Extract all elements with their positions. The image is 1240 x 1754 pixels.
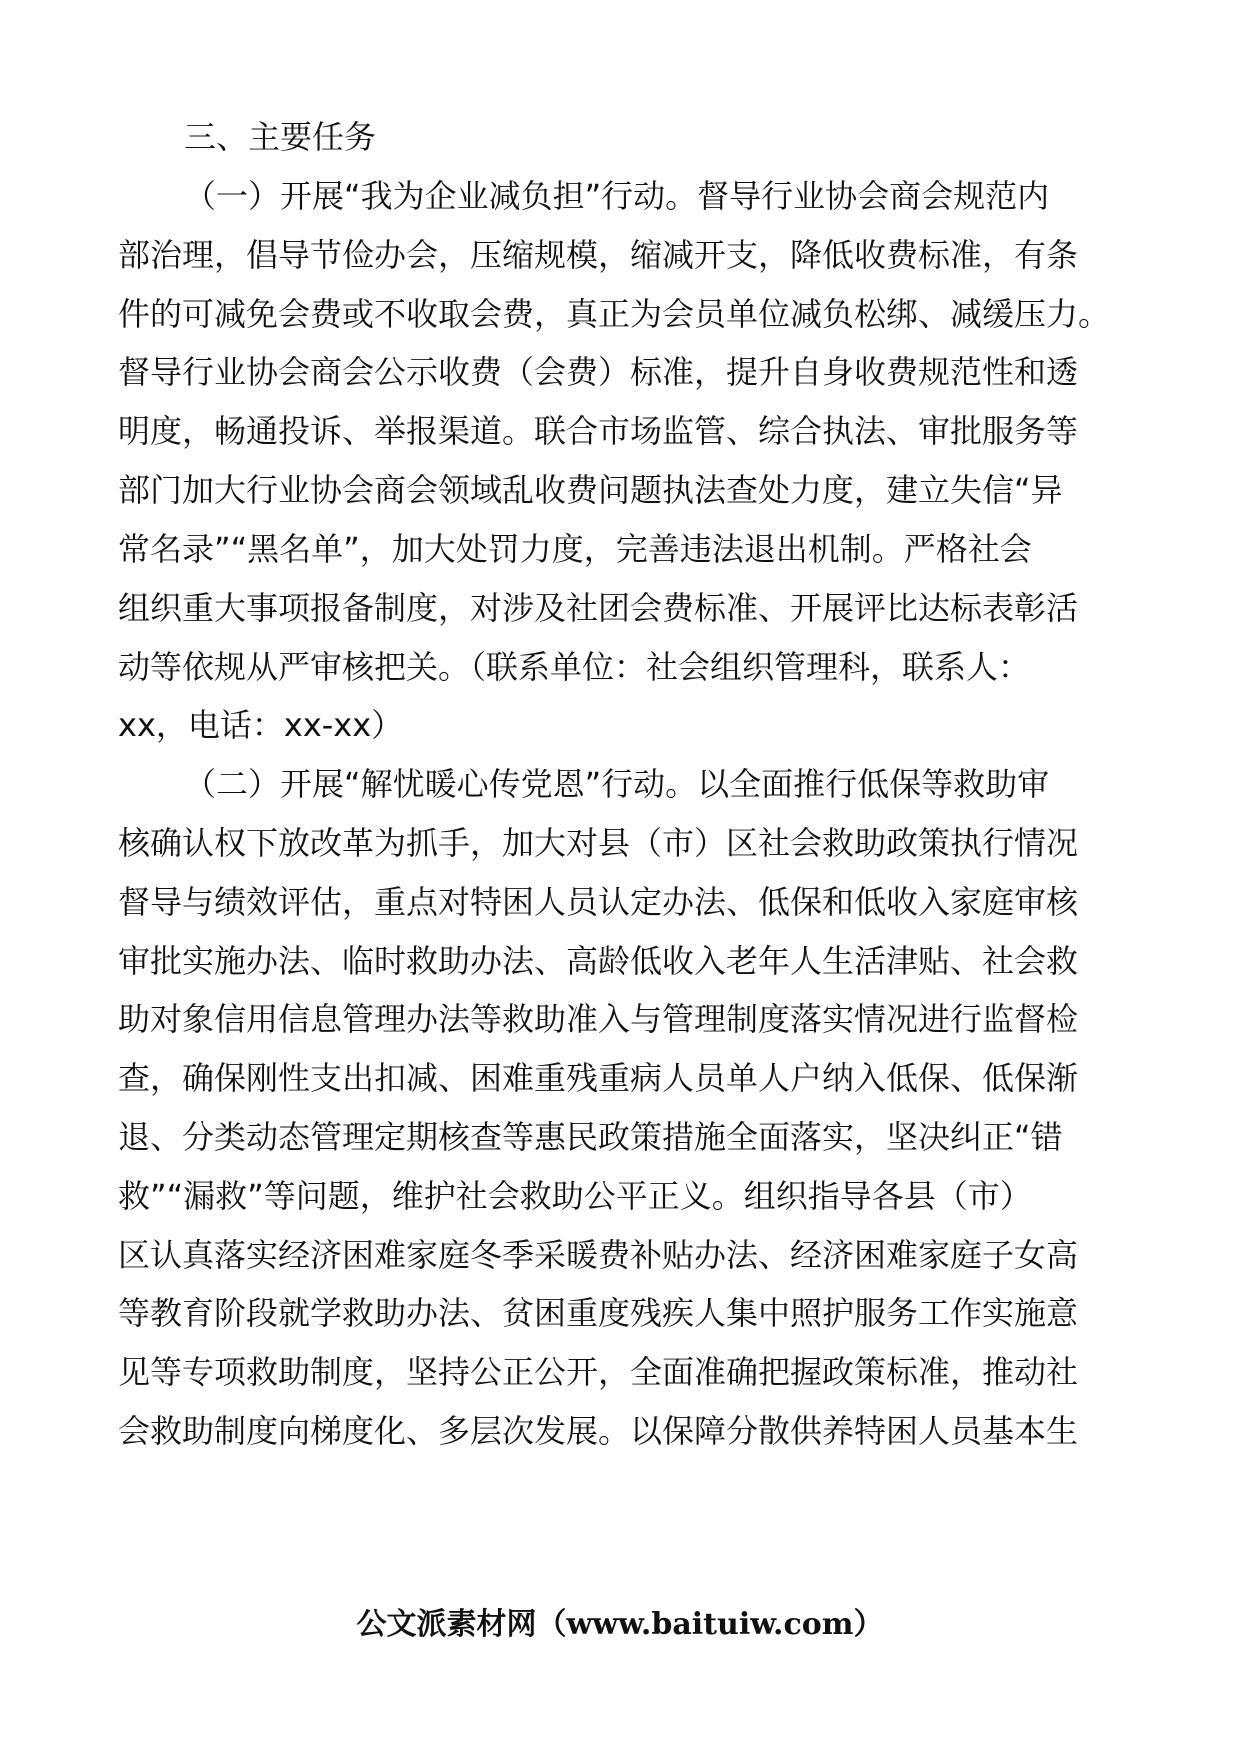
paragraph-1-line-3: 件的可减免会费或不收取会费，真正为会员单位减负松绑、减缓压力。 <box>118 295 1111 333</box>
paragraph-1-line-9: 动等依规从严审核把关。（联系单位：社会组织管理科，联系人： <box>118 648 1031 686</box>
paragraph-2-line-10: 等教育阶段就学救助办法、贫困重度残疾人集中照护服务工作实施意 <box>118 1294 1079 1332</box>
paragraph-1-line-1: （一）开展“我为企业减负担”行动。督导行业协会商会规范内 <box>184 177 1050 215</box>
section-heading: 三、主要任务 <box>184 118 377 156</box>
paragraph-2-line-9: 区认真落实经济困难家庭冬季采暖费补贴办法、经济困难家庭子女高 <box>118 1236 1079 1274</box>
paragraph-2-line-8: 救”“漏救”等问题，维护社会救助公平正义。组织指导各县（市） <box>118 1177 1032 1215</box>
paragraph-2-line-11: 见等专项救助制度，坚持公正公开，全面准确把握政策标准，推动社 <box>118 1353 1079 1391</box>
paragraph-1-line-8: 组织重大事项报备制度，对涉及社团会费标准、开展评比达标表彰活 <box>118 589 1079 627</box>
paragraph-2-line-4: 审批实施办法、临时救助办法、高龄低收入老年人生活津贴、社会救 <box>118 942 1079 980</box>
paragraph-2-line-5: 助对象信用信息管理办法等救助准入与管理制度落实情况进行监督检 <box>118 1000 1079 1038</box>
site-footer: 公文派素材网（www.baituiw.com） <box>356 1607 884 1642</box>
paragraph-2-line-6: 查，确保刚性支出扣减、困难重残重病人员单人户纳入低保、低保渐 <box>118 1059 1079 1097</box>
paragraph-2-line-1: （二）开展“解忧暖心传党恩”行动。以全面推行低保等救助审 <box>184 765 1050 803</box>
paragraph-2-line-12: 会救助制度向梯度化、多层次发展。以保障分散供养特困人员基本生 <box>118 1412 1079 1450</box>
paragraph-1-line-5: 明度，畅通投诉、举报渠道。联合市场监管、综合执法、审批服务等 <box>118 412 1079 450</box>
paragraph-1-line-7: 常名录”“黑名单”，加大处罚力度，完善违法退出机制。严格社会 <box>118 530 1032 568</box>
paragraph-2-line-2: 核确认权下放改革为抓手，加大对县（市）区社会救助政策执行情况 <box>118 824 1079 862</box>
paragraph-1-line-6: 部门加大行业协会商会领域乱收费问题执法查处力度，建立失信“异 <box>118 471 1063 509</box>
paragraph-1-line-10: xx，电话：xx-xx） <box>118 706 404 744</box>
paragraph-1-line-2: 部治理，倡导节俭办会，压缩规模，缩减开支，降低收费标准，有条 <box>118 236 1079 274</box>
paragraph-2-line-3: 督导与绩效评估，重点对特困人员认定办法、低保和低收入家庭审核 <box>118 883 1079 921</box>
paragraph-1-line-4: 督导行业协会商会公示收费（会费）标准，提升自身收费规范性和透 <box>118 353 1079 391</box>
paragraph-2-line-7: 退、分类动态管理定期核查等惠民政策措施全面落实，坚决纠正“错 <box>118 1118 1063 1156</box>
